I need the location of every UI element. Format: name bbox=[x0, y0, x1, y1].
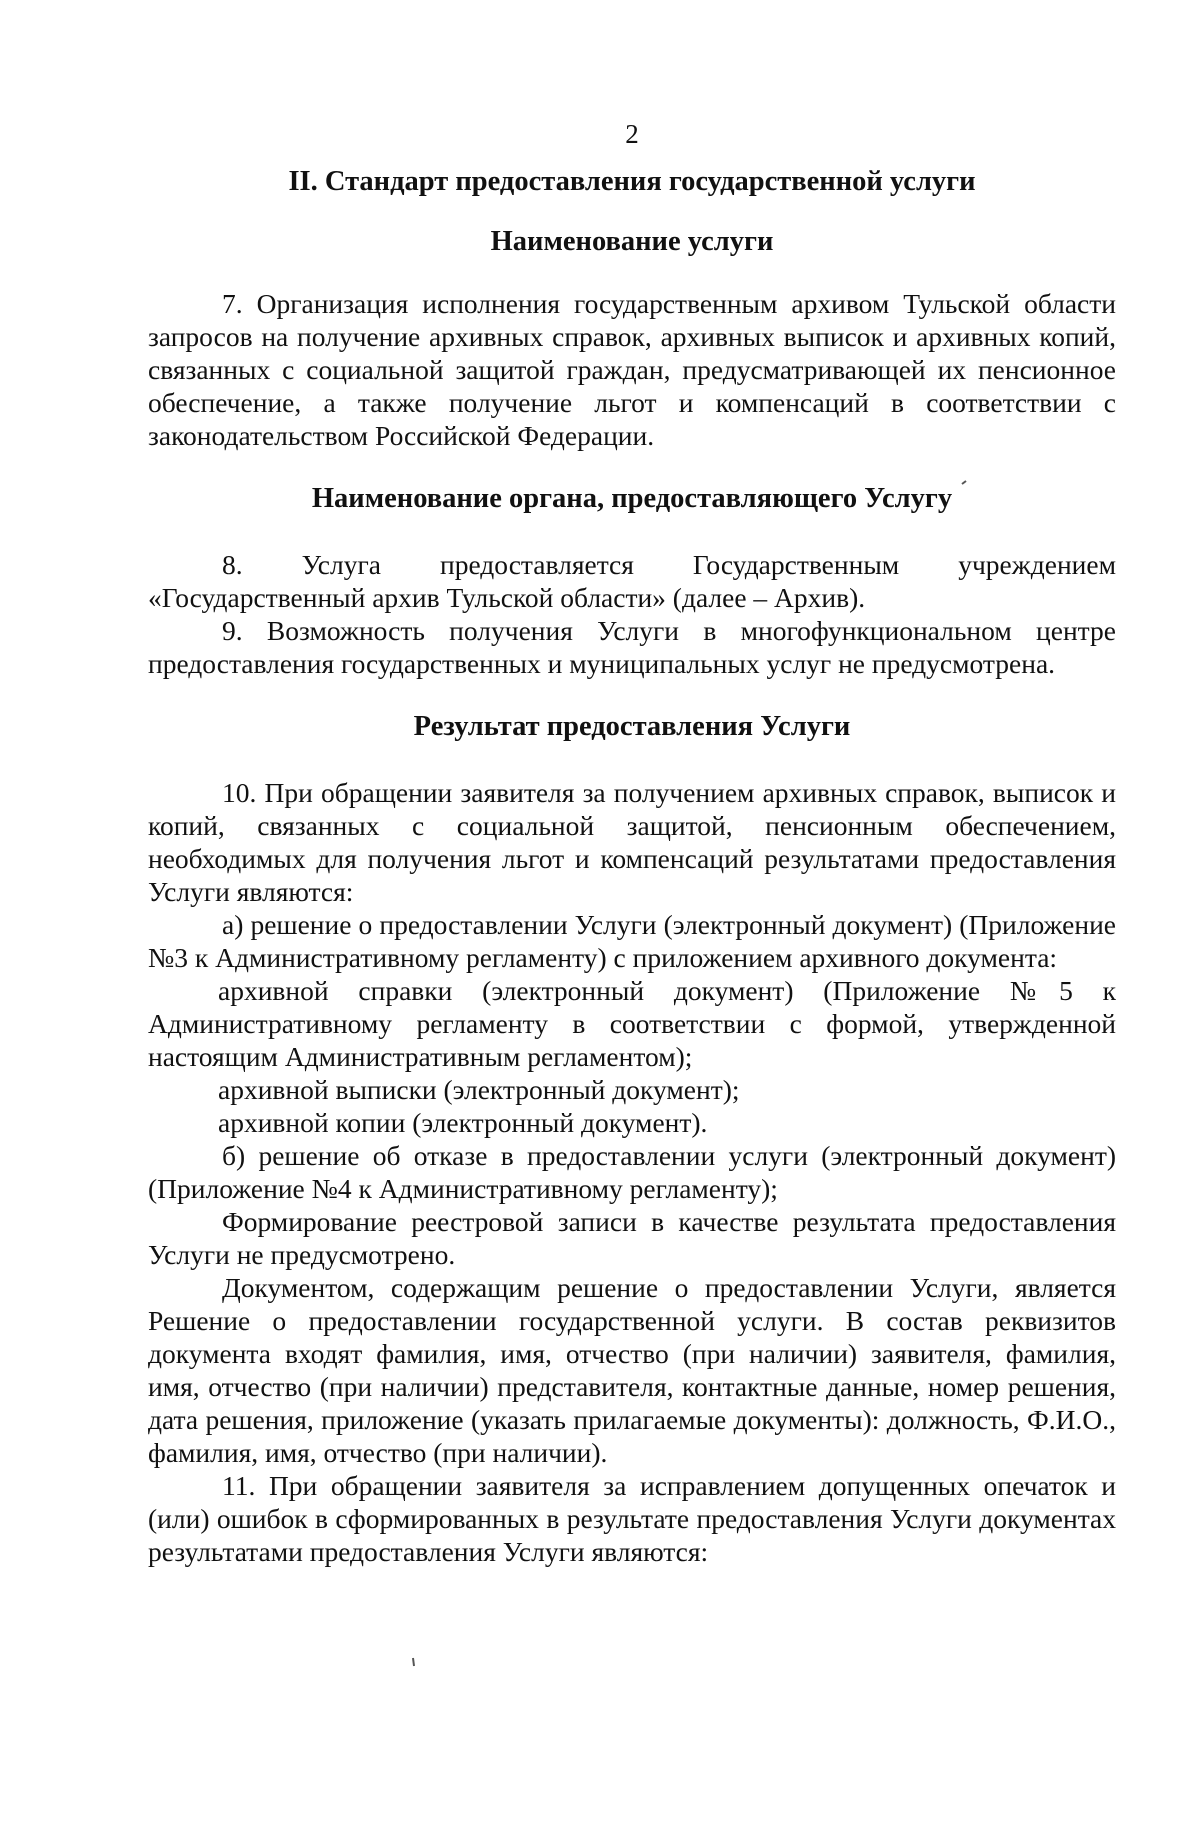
heading-providing-authority: Наименование органа, предоставляющего Услугу bbox=[311, 483, 953, 514]
scan-speck-mark bbox=[962, 481, 966, 484]
paragraph-9: 9. Возможность получения Услуги в многофункциональном центре предоставления государственных и муниципальных услуг не предусмотрена. bbox=[148, 615, 1116, 679]
page-number: 2 bbox=[625, 119, 639, 149]
paragraph-archival-certificate: архивной справки (электронный документ) (Приложение №5 к Административному регламенту в соответствии с формой, утвержденной настоящим Административным регламентом); bbox=[148, 975, 1116, 1072]
paragraph-archival-extract: архивной выписки (электронный документ); bbox=[218, 1074, 740, 1105]
paragraph-10-a: а) решение о предоставлении Услуги (электронный документ) (Приложение №3 к Административному регламенту) с приложением архивного документа: bbox=[148, 909, 1116, 973]
paragraph-10-b: б) решение об отказе в предоставлении услуги (электронный документ) (Приложение №4 к Административному регламенту); bbox=[148, 1140, 1116, 1204]
paragraph-7: 7. Организация исполнения государственным архивом Тульской области запросов на получение архивных справок, архивных выписок и архивных копий, связанных с социальной защитой граждан, предусматривающей их пенсионное обеспечение, а также получение льгот и компенсаций в соответствии с законодательством Российской Федерации. bbox=[148, 288, 1116, 451]
paragraph-8: 8. Услуга предоставляется Государственным учреждением «Государственный архив Тульской области» (далее – Архив). bbox=[148, 549, 1116, 613]
paragraph-11: 11. При обращении заявителя за исправлением допущенных опечаток и (или) ошибок в сформированных в результате предоставления Услуги документах результатами предоставления Услуги являются: bbox=[148, 1470, 1116, 1567]
paragraph-decision-document: Документом, содержащим решение о предоставлении Услуги, является Решение о предоставлении государственной услуги. В состав реквизитов документа входят фамилия, имя, отчество (при наличии) заявителя, фамилия, имя, отчество (при наличии) представителя, контактные данные, номер решения, дата решения, приложение (указать прилагаемые документы): должность, Ф.И.О., фамилия, имя, отчество (при наличии). bbox=[148, 1272, 1116, 1468]
heading-service-result: Результат предоставления Услуги bbox=[413, 711, 851, 742]
paragraph-registry-record: Формирование реестровой записи в качестве результата предоставления Услуги не предусмотрено. bbox=[148, 1206, 1116, 1270]
heading-service-name: Наименование услуги bbox=[490, 226, 774, 257]
section-title: II. Стандарт предоставления государственной услуги bbox=[288, 166, 976, 197]
paragraph-10: 10. При обращении заявителя за получением архивных справок, выписок и копий, связанных с социальной защитой, пенсионным обеспечением, необходимых для получения льгот и компенсаций результатами предоставления Услуги являются: bbox=[148, 777, 1116, 907]
paragraph-archival-copy: архивной копии (электронный документ). bbox=[218, 1107, 708, 1138]
scan-speck-mark bbox=[413, 1658, 414, 1666]
